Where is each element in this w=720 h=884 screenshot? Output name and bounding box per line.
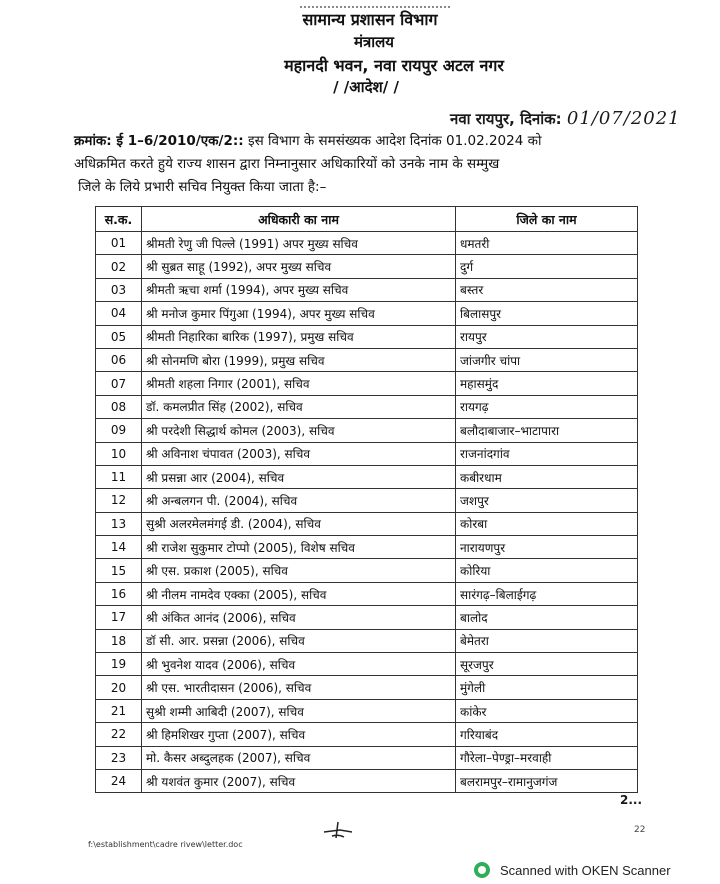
order-paragraph [74, 130, 664, 199]
table-row [96, 442, 638, 465]
district-cell: बलौदाबाजार–भाटापारा [456, 419, 638, 442]
department-heading: सामान्य प्रशासन विभाग [302, 10, 438, 29]
officer-name-cell: श्री एस. प्रकाश (2005), सचिव [142, 559, 456, 582]
serial-cell: 03 [96, 278, 142, 301]
officer-name-cell: श्रीमती रेणु जी पिल्ले (1991) अपर मुख्य सचिव [142, 232, 456, 255]
officer-name-cell: डॉ. कमलप्रीत सिंह (2002), सचिव [142, 395, 456, 418]
date-line [450, 108, 681, 129]
district-cell: बेमेतरा [456, 629, 638, 652]
serial-cell: 17 [96, 606, 142, 629]
handwritten-date: 01/07/2021 [566, 108, 681, 129]
district-cell: बिलासपुर [456, 302, 638, 325]
serial-cell: 15 [96, 559, 142, 582]
serial-cell: 18 [96, 629, 142, 652]
table-row [96, 325, 638, 348]
serial-cell: 05 [96, 325, 142, 348]
table-row [96, 653, 638, 676]
table-row [96, 559, 638, 582]
serial-cell: 14 [96, 536, 142, 559]
district-cell: कोरिया [456, 559, 638, 582]
district-cell: रायपुर [456, 325, 638, 348]
officer-name-cell: श्री अन्बलगन पी. (2004), सचिव [142, 489, 456, 512]
page-number: 22 [634, 825, 646, 835]
officer-name-cell: डॉ सी. आर. प्रसन्ना (2006), सचिव [142, 629, 456, 652]
table-row [96, 676, 638, 699]
order-line-1 [74, 130, 664, 153]
order-reference: क्रमांक: ई 1–6/2010/एक/2:: [74, 133, 244, 149]
district-cell: गौरेला–पेण्ड्रा–मरवाही [456, 746, 638, 769]
district-cell: मुंगेली [456, 676, 638, 699]
table-row [96, 278, 638, 301]
table-row [96, 395, 638, 418]
table-row [96, 512, 638, 535]
officer-name-cell: सुश्री शम्मी आबिदी (2007), सचिव [142, 699, 456, 722]
officer-name-cell: मो. कैसर अब्दुलहक (2007), सचिव [142, 746, 456, 769]
district-cell: दुर्ग [456, 255, 638, 278]
table-row [96, 699, 638, 722]
order-body-1: इस विभाग के समसंख्यक आदेश दिनांक 01.02.2024 को [247, 133, 542, 149]
district-cell: सूरजपुर [456, 653, 638, 676]
table-row [96, 723, 638, 746]
table-row [96, 582, 638, 605]
serial-cell: 07 [96, 372, 142, 395]
serial-cell: 04 [96, 302, 142, 325]
district-cell: कबीरधाम [456, 465, 638, 488]
table-row [96, 746, 638, 769]
serial-cell: 02 [96, 255, 142, 278]
officer-name-cell: श्रीमती शहला निगार (2001), सचिव [142, 372, 456, 395]
district-cell: बलरामपुर–रामानुजगंज [456, 769, 638, 792]
order-line-2: अधिक्रमित करते हुये राज्य शासन द्वारा निम्नानुसार अधिकारियों को उनके नाम के सम्मुख [74, 156, 500, 172]
table-header-row [96, 207, 638, 232]
top-dotted-line [300, 0, 450, 8]
district-cell: सारंगढ़–बिलाईगढ़ [456, 582, 638, 605]
table-row [96, 536, 638, 559]
serial-cell: 21 [96, 699, 142, 722]
district-cell: बस्तर [456, 278, 638, 301]
table-row [96, 419, 638, 442]
order-line-3: जिले के लिये प्रभारी सचिव नियुक्त किया जाता है:– [78, 179, 327, 195]
serial-cell: 12 [96, 489, 142, 512]
serial-cell: 19 [96, 653, 142, 676]
table-row [96, 232, 638, 255]
district-cell: बालोद [456, 606, 638, 629]
district-cell: जशपुर [456, 489, 638, 512]
district-cell: राजनांदगांव [456, 442, 638, 465]
officer-name-cell: श्री परदेशी सिद्धार्थ कोमल (2003), सचिव [142, 419, 456, 442]
officer-name-cell: श्री सोनमणि बोरा (1999), प्रमुख सचिव [142, 348, 456, 371]
header-serial: स.क. [96, 207, 142, 232]
district-cell: गरियाबंद [456, 723, 638, 746]
serial-cell: 13 [96, 512, 142, 535]
table-row [96, 606, 638, 629]
serial-cell: 01 [96, 232, 142, 255]
serial-cell: 06 [96, 348, 142, 371]
header-officer-name: अधिकारी का नाम [142, 207, 456, 232]
district-cell: धमतरी [456, 232, 638, 255]
address-heading: महानदी भवन, नवा रायपुर अटल नगर [284, 56, 504, 75]
district-cell: महासमुंद [456, 372, 638, 395]
officers-table-body [96, 232, 638, 793]
table-row [96, 465, 638, 488]
serial-cell: 23 [96, 746, 142, 769]
district-cell: नारायणपुर [456, 536, 638, 559]
continued-marker: 2... [620, 793, 643, 807]
ministry-heading: मंत्रालय [353, 33, 394, 51]
officer-name-cell: श्री एस. भारतीदासन (2006), सचिव [142, 676, 456, 699]
officer-name-cell: श्री अविनाश चंपावत (2003), सचिव [142, 442, 456, 465]
officer-name-cell: श्री अंकित आनंद (2006), सचिव [142, 606, 456, 629]
table-row [96, 372, 638, 395]
officer-name-cell: श्री नीलम नामदेव एक्का (2005), सचिव [142, 582, 456, 605]
serial-cell: 08 [96, 395, 142, 418]
district-cell: रायगढ़ [456, 395, 638, 418]
table-row [96, 489, 638, 512]
file-path: f:\establishment\cadre rivew\letter.doc [88, 840, 243, 849]
serial-cell: 11 [96, 465, 142, 488]
district-cell: जांजगीर चांपा [456, 348, 638, 371]
table-row [96, 348, 638, 371]
table-row [96, 769, 638, 792]
scanner-logo-icon [474, 862, 490, 878]
officers-table [95, 206, 638, 793]
table-row [96, 302, 638, 325]
district-cell: कांकेर [456, 699, 638, 722]
serial-cell: 09 [96, 419, 142, 442]
header-district: जिले का नाम [456, 207, 638, 232]
scanner-watermark [474, 862, 671, 878]
officer-name-cell: श्री राजेश सुकुमार टोप्पो (2005), विशेष सचिव [142, 536, 456, 559]
order-title: / /आदेश/ / [333, 78, 399, 96]
signature-mark [322, 820, 356, 840]
serial-cell: 22 [96, 723, 142, 746]
officer-name-cell: श्रीमती ऋचा शर्मा (1994), अपर मुख्य सचिव [142, 278, 456, 301]
officer-name-cell: श्री सुब्रत साहू (1992), अपर मुख्य सचिव [142, 255, 456, 278]
officer-name-cell: श्री हिमशिखर गुप्ता (2007), सचिव [142, 723, 456, 746]
officer-name-cell: सुश्री अलरमेलमंगई डी. (2004), सचिव [142, 512, 456, 535]
officer-name-cell: श्री मनोज कुमार पिंगुआ (1994), अपर मुख्य सचिव [142, 302, 456, 325]
district-cell: कोरबा [456, 512, 638, 535]
date-place: नवा रायपुर, दिनांक: [450, 110, 562, 128]
officer-name-cell: श्री यशवंत कुमार (2007), सचिव [142, 769, 456, 792]
officer-name-cell: श्री भुवनेश यादव (2006), सचिव [142, 653, 456, 676]
serial-cell: 20 [96, 676, 142, 699]
table-row [96, 629, 638, 652]
serial-cell: 24 [96, 769, 142, 792]
officer-name-cell: श्री प्रसन्ना आर (2004), सचिव [142, 465, 456, 488]
scanner-label: Scanned with OKEN Scanner [500, 862, 671, 878]
serial-cell: 16 [96, 582, 142, 605]
table-row [96, 255, 638, 278]
serial-cell: 10 [96, 442, 142, 465]
officer-name-cell: श्रीमती निहारिका बारिक (1997), प्रमुख सचिव [142, 325, 456, 348]
